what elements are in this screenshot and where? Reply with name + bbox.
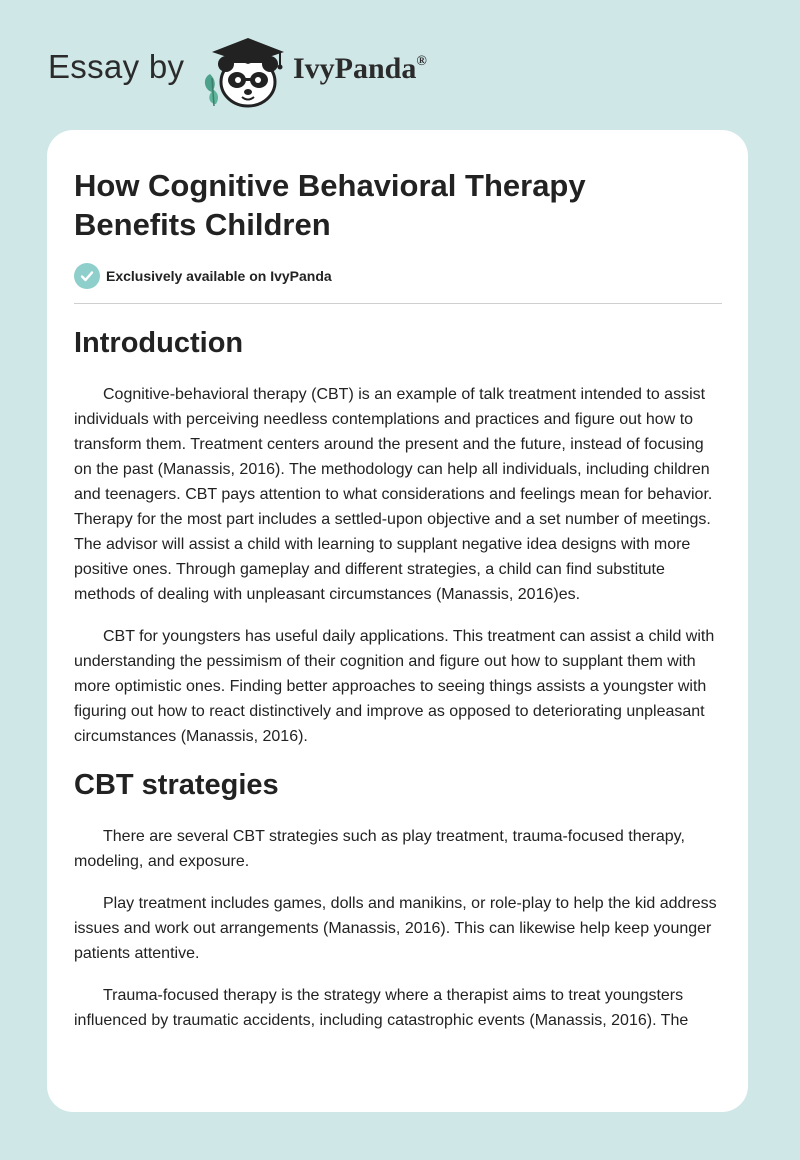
paragraph: Trauma-focused therapy is the strategy where a therapist aims to treat youngsters influenced by traumatic accidents, including catastrophic events (Manassis, 2016). The xyxy=(74,987,689,1029)
paragraph: Play treatment includes games, dolls and manikins, or role-play to help the kid address issues and work out arrangements (Manassis, 2016). This can likewise help keep younger patients attentive. xyxy=(74,895,717,962)
paragraph: CBT for youngsters has useful daily applications. This treatment can assist a child with understanding the pessimism of their cognition and figure out how to supplant them with more optimistic ones. Finding better approaches to seeing things assists a youngster with figuring out how to react distinctively and improve as opposed to deteriorating unpleasant circumstances (Manassis, 2016). xyxy=(74,628,715,745)
paragraph: Cognitive-behavioral therapy (CBT) is an example of talk treatment intended to assist individuals with perceiving needless contemplations and practices and figure out how to transform them. Treatment centers around the present and the future, instead of focusing on the past (Manassis, 2016). The methodology can help all individuals, including children and teenagers. CBT pays attention to what considerations and feelings mean for behavior. Therapy for the most part includes a settled-upon objective and a set number of meetings. The advisor will assist a child with learning to supplant negative idea designs with more positive ones. Through gameplay and different strategies, a child can find substitute methods of dealing with unpleasant circumstances (Manassis, 2016)es. xyxy=(74,386,713,603)
ivypanda-logo-text[interactable]: IvyPanda® xyxy=(293,52,427,85)
section-heading-cbt-strategies: CBT strategies xyxy=(74,769,279,801)
article-body xyxy=(74,325,724,1033)
divider xyxy=(74,303,722,304)
paragraph: There are several CBT strategies such as play treatment, trauma-focused therapy, modeling, and exposure. xyxy=(74,828,685,870)
panda-graduate-icon[interactable] xyxy=(198,34,290,108)
check-circle-icon xyxy=(74,263,100,289)
exclusive-badge xyxy=(74,263,332,289)
section-heading-introduction: Introduction xyxy=(74,327,244,359)
site-header xyxy=(0,0,800,120)
essay-by-label: Essay by xyxy=(48,48,185,85)
article-title: How Cognitive Behavioral Therapy Benefits Children xyxy=(74,168,586,242)
exclusive-badge-label: Exclusively available on IvyPanda xyxy=(106,268,332,284)
article-card xyxy=(47,130,748,1112)
